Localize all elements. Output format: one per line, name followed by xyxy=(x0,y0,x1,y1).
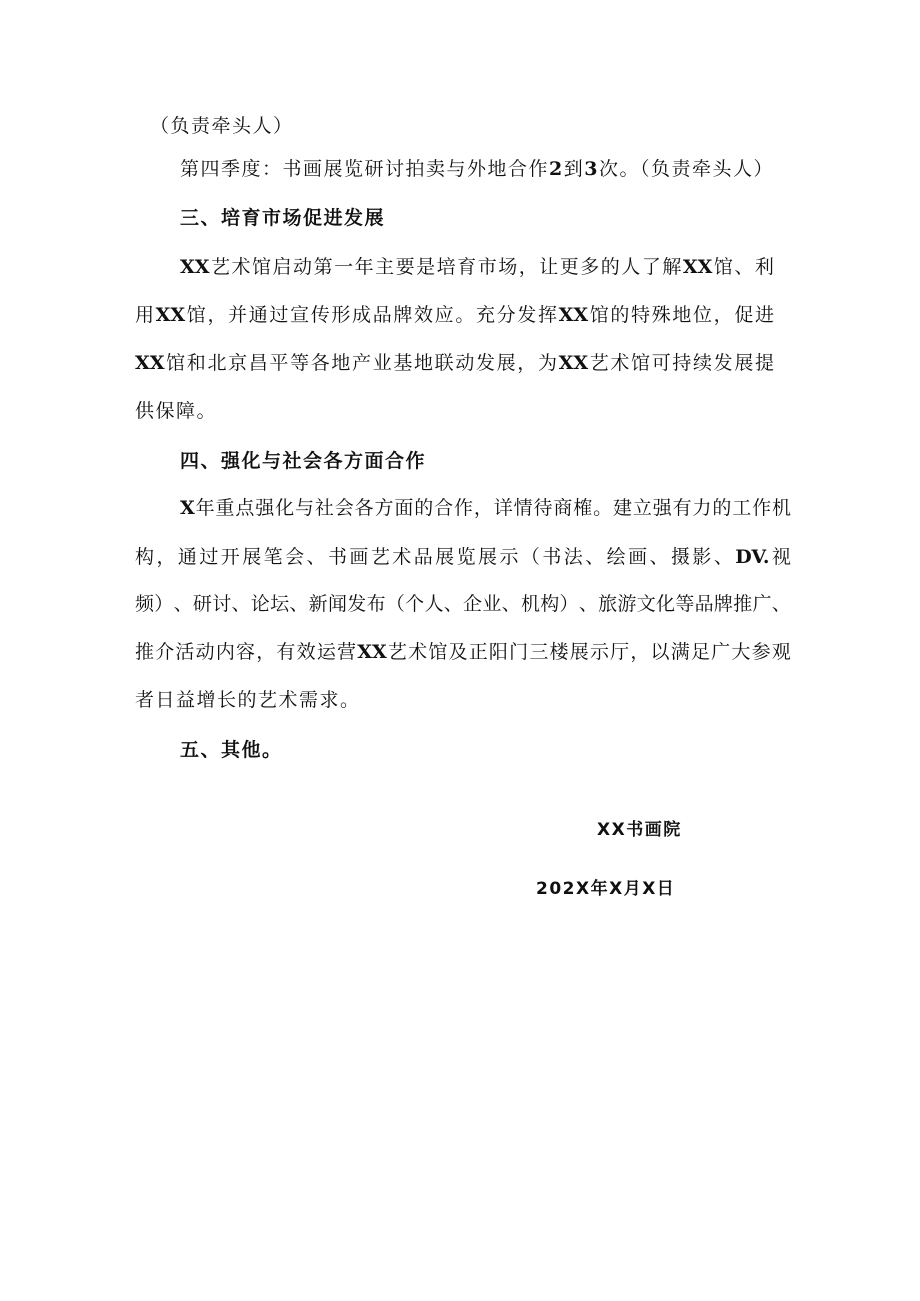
signature-date: 202X年X月X日 xyxy=(536,879,676,899)
q4-plan: 第四季度：书画展览研讨拍卖与外地合作2到3次。（负责牵头人） xyxy=(180,158,775,180)
section-4-line-4: 推 介 活 动 内 容 ， 有 效 运 营 XX 艺 术 馆 及 正 阳 门 三 楼 展 示 厅 ， 以 满 足 广 大 参 观 xyxy=(135,641,791,663)
section-3-heading: 三、培育市场促进发展 xyxy=(180,207,386,229)
section-4-line-2: 构 ， 通 过 开 展 笔 会 、 书 画 艺 术 品 展 览 展 示 （ 书 法 、 绘 画 、 摄 影 、 DV. 视 xyxy=(135,546,791,568)
responsible-note: （负责牵头人） xyxy=(150,115,294,137)
section-3-line-1: XX 艺 术 馆 启 动 第 一 年 主 要 是 培 育 市 场 ， 让 更 多 的 人 了 解 XX 馆 、 利 xyxy=(180,256,774,278)
section-3-line-2: 用 XX 馆 ， 并 通 过 宣 传 形 成 品 牌 效 应 。 充 分 发 挥 XX 馆 的 特 殊 地 位 ， 促 进 xyxy=(135,304,774,326)
section-5-heading: 五、其他。 xyxy=(180,739,283,761)
section-4-line-3: 频 ） 、 研 讨 、 论 坛 、 新 闻 发 布 （ 个 人 、 企 业 、 机 构 ） 、 旅 游 文 化 等 品 牌 推 广 、 xyxy=(135,593,791,615)
signature-organization: XX书画院 xyxy=(597,820,682,840)
section-4-line-1: X 年 重 点 强 化 与 社 会 各 方 面 的 合 作 ， 详 情 待 商 榷 。 建 立 强 有 力 的 工 作 机 xyxy=(180,497,791,519)
section-3-line-4: 供保障。 xyxy=(135,400,218,422)
section-3-line-3: XX 馆 和 北 京 昌 平 等 各 地 产 业 基 地 联 动 发 展 ， 为 XX 艺 术 馆 可 持 续 发 展 提 xyxy=(135,352,774,374)
section-4-line-5: 者日益增长的艺术需求。 xyxy=(135,689,361,711)
section-4-heading: 四、强化与社会各方面合作 xyxy=(180,450,427,472)
